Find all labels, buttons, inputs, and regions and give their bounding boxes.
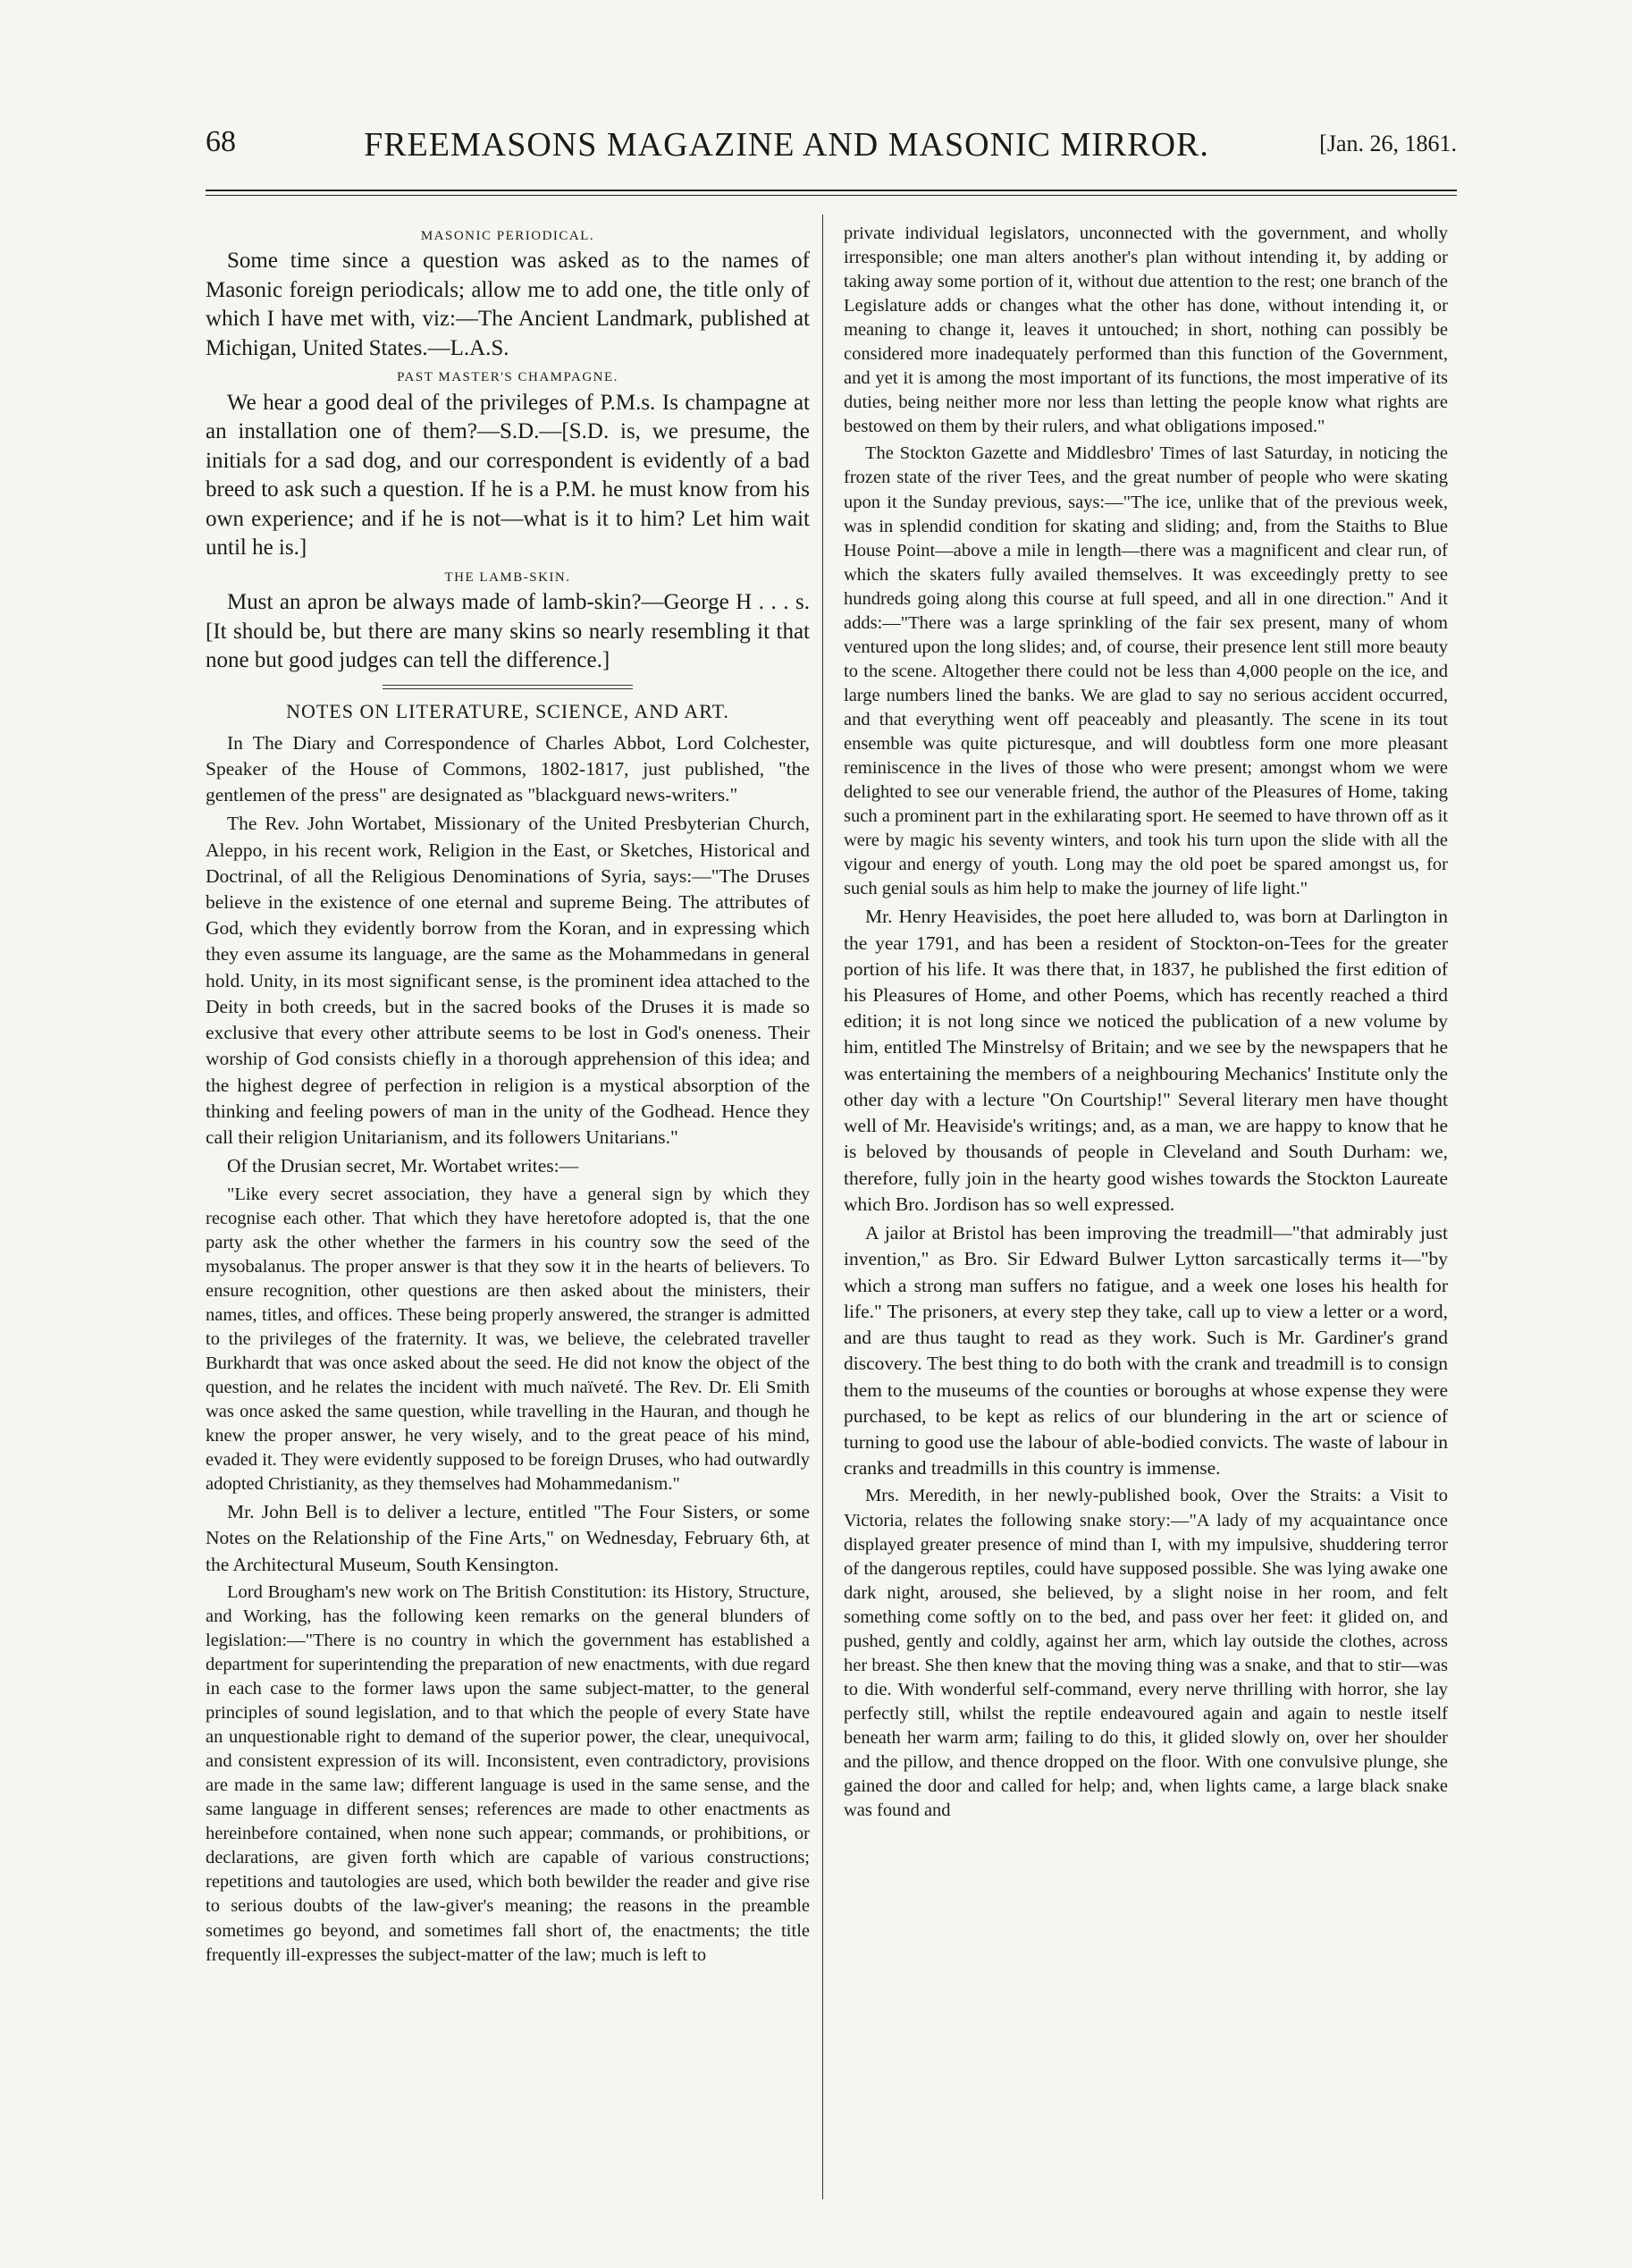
paragraph: The Stockton Gazette and Middlesbro' Times of last Saturday, in noticing the frozen state of the river Tees, and the great number of people who were skating upon it the Sunday previous, says:—"The ice, unlike that of the previous week, was in splendid condition for skating and sliding; and, from the Staiths to Blue House Point—above a mile in length—there was a magnificent and clear run, of which the skaters fully availed themselves. It was exceedingly pretty to see hundreds going along this course at full speed, and all in one direction." And it adds:—"There was a large sprinkling of the fair sex present, many of whom ventured upon the long slides; and, of course, their presence lent still more beauty to the scene. Altogether there could not be less than 4,000 people on the ice, and large numbers lined the banks. We are glad to say no serious accident occurred, and that everything went off peaceably and pleasantly. The scene in its tout ensemble was quite picturesque, and will doubtless form one more pleasant reminiscence in the lives of those who were present; amongst whom we were delighted to see our venerable friend, the author of the Pleasures of Home, taking such a prominent part in the exhilarating sport. He seemed to have thrown off as it were by magic his seventy winters, and took his turn upon the slide with all the vigour and energy of youth. Long may the old poet be spared amongst us, for such genial souls as him help to make the journey of life light."	[844, 443, 1448, 899]
masonic-periodical-text: Some time since a question was asked as to the names of Masonic foreign periodicals; allow me to add one, the title only of which I have met with, viz:—The Ancient Landmark, published at Michigan, United States.—L.A.S.	[206, 249, 810, 360]
champagne-text: We hear a good deal of the privileges of P.M.s. Is champagne at an installation one of them?—S.D.—[S.D. is, we presume, the initials for a sad dog, and our correspondent is evidently of a bad breed to ask such a question. If he is a P.M. he must know from his own experience; and if he is not—what is it to him? Let him wait until he is.]	[206, 390, 810, 561]
section-separator	[383, 685, 633, 689]
champagne-heading: PAST MASTER'S CHAMPAGNE.	[397, 370, 618, 385]
header-rule	[206, 190, 1457, 191]
paragraph: In The Diary and Correspondence of Charles Abbot, Lord Colchester, Speaker of the House of Commons, 1802-1817, just published, "the gentlemen of the press" are designated as "blackguard news-writers."	[206, 731, 810, 806]
notes-heading: NOTES ON LITERATURE, SCIENCE, AND ART.	[286, 699, 729, 722]
page-number: 68	[206, 125, 236, 158]
paragraph: Mr. Henry Heavisides, the poet here alluded to, was born at Darlington in the year 1791, and has been a resident of Stockton-on-Tees for the greater portion of his life. It was there that, in 1837, he published the first edition of his Pleasures of Home, and other Poems, which has recently reached a third edition; it is not long since we noticed the publication of a new volume by him, entitled The Minstrelsy of Britain; and we see by the newspapers that he was entertaining the members of a neighbouring Mechanics' Institute only the other day with a lecture "On Courtship!" Several literary men have thought well of Mr. Heaviside's writings; and, as a man, we are happy to know that he is beloved by thousands of people in Cleveland and South Durham: we, therefore, fully join in the hearty good wishes towards the Stockton Laureate which Bro. Jordison has so well expressed.	[844, 906, 1448, 1215]
paragraph: private individual legislators, unconnected with the government, and wholly irresponsible; one man alters another's plan without intending it, by adding or taking away some portion of it, without due attention to the rest; one branch of the Legislature adds or changes what the other has done, without intending it, or meaning to change it, leaves it untouched; in short, nothing can possibly be considered more inadequately performed than this function of the Government, and yet it is among the most important of its functions, the most imperative of its duties, being neither more nor less than letting the people know what rights are bestowed on them by their rulers, and what obligations imposed."	[844, 223, 1448, 437]
paragraph: Mr. John Bell is to deliver a lecture, entitled "The Four Sisters, or some Notes on the Relationship of the Fine Arts," on Wednesday, February 6th, at the Architectural Museum, South Kensington.	[206, 1501, 810, 1575]
paragraph: Of the Drusian secret, Mr. Wortabet writes:—	[227, 1155, 579, 1177]
masonic-periodical-heading: MASONIC PERIODICAL.	[420, 229, 595, 243]
lamb-skin-heading: THE LAMB-SKIN.	[444, 569, 571, 585]
issue-date: [Jan. 26, 1861.	[1319, 131, 1457, 156]
paragraph: The Rev. John Wortabet, Missionary of the United Presbyterian Church, Aleppo, in his recent work, Religion in the East, or Sketches, Historical and Doctrinal, of all the Religious Denominations of Syria, says:—"The Druses believe in the existence of one eternal and supreme Being. The attributes of God, which they evidently borrow from the Koran, and in expressing which they even assume its language, are the same as the Mohammedans in general hold. Unity, in its most significant sense, is the prominent idea attached to the Deity in both creeds, but in the sacred books of the Druses it is made so exclusive that every other attribute seems to be lost in God's oneness. Their worship of God consists chiefly in a thorough apprehension of this idea; and the highest degree of perfection in religion is a mystical absorption of the thinking and feeling powers of man in the unity of the Godhead. Hence they call their religion Unitarianism, and its followers Unitarians."	[206, 813, 810, 1149]
quoted-paragraph: "Like every secret association, they have a general sign by which they recognise each other. That which they have heretofore adopted is, that the one party ask the other whether the farmers in his country sow the seed of the mysobalanus. The proper answer is that they sow it in the hearts of believers. To ensure recognition, other questions are then asked about the ministers, their names, titles, and offices. These being properly answered, the stranger is admitted to the privileges of the fraternity. It was, we believe, the celebrated traveller Burkhardt that was once asked about the seed. He did not know the object of the question, and he relates the incident with much naïveté. The Rev. Dr. Eli Smith was once asked the same question, while travelling in the Hauran, and though he knew the proper answer, he very wisely, and to the great peace of his mind, evaded it. They were evidently supposed to be foreign Druses, who had outwardly adopted Christianity, as they themselves had Mohammedanism."	[206, 1184, 810, 1495]
header-rule-thin	[206, 195, 1457, 196]
left-column	[206, 222, 810, 2188]
lamb-skin-text: Must an apron be always made of lamb-skin?—George H . . . s. [It should be, but there are many skins so nearly resembling it that none but good judges can tell the difference.]	[206, 590, 810, 673]
masthead-title: FREEMASONS MAGAZINE AND MASONIC MIRROR.	[364, 126, 1209, 164]
column-divider	[822, 215, 823, 2199]
paragraph: Mrs. Meredith, in her newly-published book, Over the Straits: a Visit to Victoria, relates the following snake story:—"A lady of my acquaintance once displayed greater presence of mind than I, with my impulsive, shuddering terror of the dangerous reptiles, could have supposed possible. She was lying awake one dark night, aroused, she believed, by a slight noise in her room, and felt something come softly on to the bed, and pass over her feet: it glided on, and pushed, gently and coldly, against her arm, which lay outside the clothes, across her breast. She then knew that the moving thing was a snake, and that to stir—was to die. With wonderful self-command, every nerve thrilling with horror, she lay perfectly still, whilst the reptile endeavoured again and again to nestle itself beneath her warm arm; failing to do this, it glided slowly on, over her shoulder and the pillow, and thence dropped on the floor. With one convulsive plunge, she gained the door and called for help; and, when lights came, a large black snake was found and	[844, 1486, 1448, 1821]
right-column	[844, 222, 1448, 2188]
page-header	[206, 125, 1457, 179]
paragraph: Lord Brougham's new work on The British Constitution: its History, Structure, and Working, has the following keen remarks on the general blunders of legislation:—"There is no country in which the government has established a department for superintending the preparation of new enactments, with due regard in each case to the former laws upon the same subject-matter, to the general principles of sound legislation, and to that which the people of every State have an unquestionable right to demand of the superior power, the clear, unequivocal, and consistent expression of its will. Inconsistent, even contradictory, provisions are made in the same law; different language is used in the same sense, and the same language in different senses; references are made to other enactments as hereinbefore contained, when none such appear; commands, or prohibitions, or declarations, are given forth which are capable of various constructions; repetitions and tautologies are used, which both bewilder the reader and give rise to serious doubts of the law-giver's meaning; the reasons in the preamble sometimes go beyond, and sometimes fall short of, the enactments; the title frequently ill-expresses the subject-matter of the law; much is left to	[206, 1581, 810, 1965]
paragraph: A jailor at Bristol has been improving the treadmill—"that admirably just invention," as Bro. Sir Edward Bulwer Lytton sarcastically terms it—"by which a strong man suffers no fatigue, and a week one loses his health for life." The prisoners, at every step they take, call up to view a letter or a word, and are thus taught to read as they work. Such is Mr. Gardiner's grand discovery. The best thing to do both with the crank and treadmill is to consign them to the museums of the counties or boroughs at whose expense they were purchased, to be kept as relics of our blundering in the art or science of turning to good use the labour of able-bodied convicts. The waste of labour in cranks and treadmills in this country is immense.	[844, 1222, 1448, 1480]
